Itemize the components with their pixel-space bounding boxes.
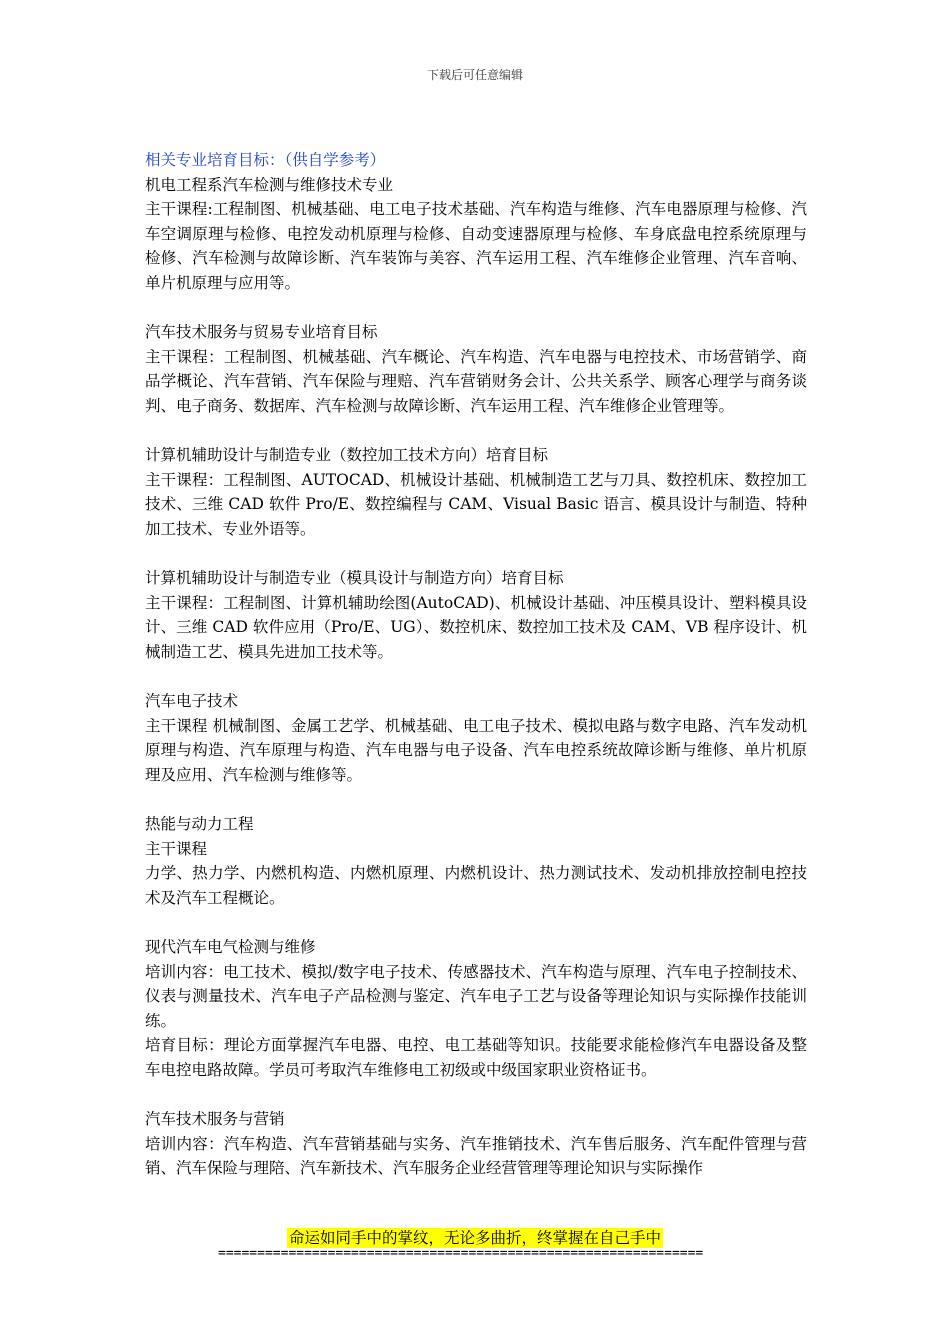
paragraph-spacer bbox=[145, 542, 807, 567]
section-title: 汽车技术服务与贸易专业培育目标 bbox=[145, 323, 378, 342]
section-body: 力学、热力学、内燃机构造、内燃机原理、内燃机设计、热力测试技术、发动机排放控制电控技术及汽车工程概论。 bbox=[145, 864, 807, 907]
section-title: 计算机辅助设计与制造专业（数控加工技术方向）培育目标 bbox=[145, 446, 549, 465]
section-title: 机电工程系汽车检测与维修技术专业 bbox=[145, 175, 394, 194]
paragraph-spacer bbox=[145, 664, 807, 689]
section-body: 培训内容：电工技术、模拟/数字电子技术、传感器技术、汽车构造与原理、汽车电子控制技术、仪表与测量技术、汽车电子产品检测与鉴定、汽车电子工艺与设备等理论知识与实际操作技能训练。 bbox=[145, 962, 807, 1030]
section-body: 主干课程：工程制图、机械基础、汽车概论、汽车构造、汽车电器与电控技术、市场营销学、商品学概论、汽车营销、汽车保险与理赔、汽车营销财务会计、公共关系学、顾客心理学与商务谈判、电子商务、数据库、汽车检测与故障诊断、汽车运用工程、汽车维修企业管理等。 bbox=[145, 347, 807, 415]
page-footer bbox=[0, 1228, 950, 1248]
page-header-note: 下载后可任意编辑 bbox=[426, 68, 523, 82]
section-title: 现代汽车电气检测与维修 bbox=[145, 938, 316, 956]
footer-rule: ============================================================== bbox=[218, 1246, 704, 1261]
paragraph-spacer bbox=[145, 787, 807, 812]
section-title: 热能与动力工程 bbox=[145, 815, 254, 834]
section-body-secondary: 培育目标：理论方面掌握汽车电器、电控、电工基础等知识。技能要求能检修汽车电器设备及整车电控电路故障。学员可考取汽车维修电工初级或中级国家职业资格证书。 bbox=[145, 1036, 807, 1079]
paragraph-spacer bbox=[145, 910, 807, 935]
paragraph-spacer bbox=[145, 1083, 807, 1108]
intro-title: 相关专业培育目标：（供自学参考） bbox=[145, 151, 386, 169]
section-body: 主干课程：工程制图、计算机辅助绘图(AutoCAD)、机械设计基础、冲压模具设计、塑料模具设计、三维 CAD 软件应用（Pro/E、UG）、数控机床、数控加工技术及 CAM、VB 程序设计、机械制造工艺、模具先进加工技术等。 bbox=[145, 593, 807, 661]
paragraph-spacer bbox=[145, 419, 807, 444]
section-subtitle: 主干课程 bbox=[145, 839, 208, 858]
section-body: 培训内容：汽车构造、汽车营销基础与实务、汽车推销技术、汽车售后服务、汽车配件管理与营销、汽车保险与理陪、汽车新技术、汽车服务企业经营管理等理论知识与实际操作 bbox=[145, 1134, 807, 1178]
section-body: 主干课程:工程制图、机械基础、电工电子技术基础、汽车构造与维修、汽车电器原理与检修、汽车空调原理与检修、电控发动机原理与检修、自动变速器原理与检修、车身底盘电控系统原理与检修、汽车检测与故障诊断、汽车装饰与美容、汽车运用工程、汽车维修企业管理、汽车音响、单片机原理与应用等。 bbox=[145, 200, 807, 292]
section-title: 计算机辅助设计与制造专业（模具设计与制造方向）培育目标 bbox=[145, 569, 564, 588]
paragraph-spacer bbox=[145, 296, 807, 321]
document-body bbox=[145, 148, 807, 1181]
section-title: 汽车技术服务与营销 bbox=[145, 1110, 285, 1129]
footer-quote: 命运如同手中的掌纹，无论多曲折，终掌握在自己手中 bbox=[288, 1229, 661, 1247]
section-title: 汽车电子技术 bbox=[145, 692, 239, 711]
section-body: 主干课程 机械制图、金属工艺学、机械基础、电工电子技术、模拟电路与数字电路、汽车发动机原理与构造、汽车原理与构造、汽车电器与电子设备、汽车电控系统故障诊断与维修、单片机原理及应用、汽车检测与维修等。 bbox=[145, 716, 807, 784]
section-body: 主干课程：工程制图、AUTOCAD、机械设计基础、机械制造工艺与刀具、数控机床、数控加工技术、三维 CAD 软件 Pro/E、数控编程与 CAM、Visual Basic 语言、模具设计与制造、特种加工技术、专业外语等。 bbox=[145, 470, 807, 538]
